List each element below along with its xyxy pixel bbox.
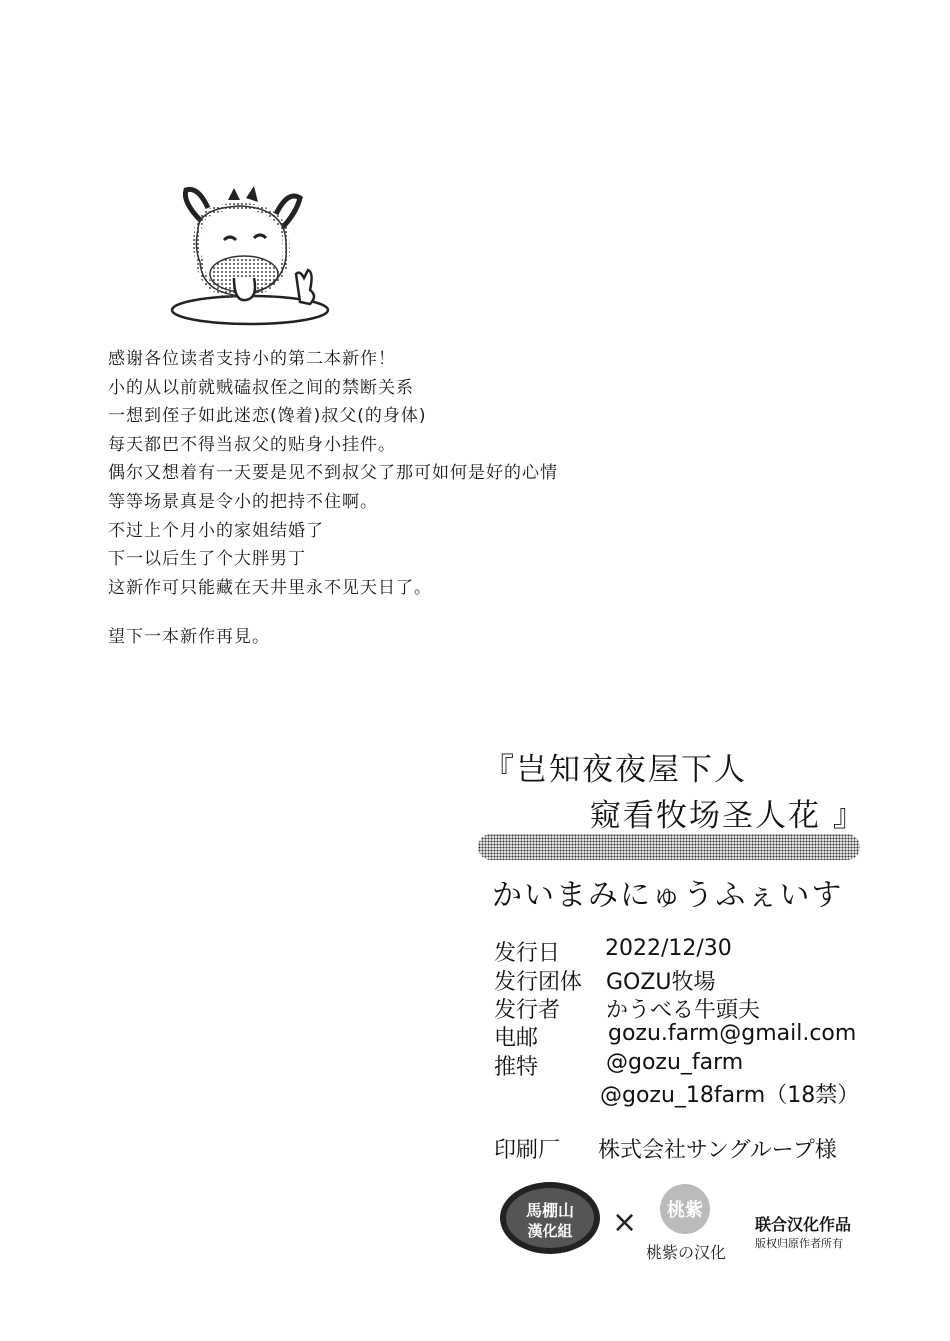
taozi-group-logo xyxy=(658,1182,712,1236)
title-line-1: 『岂知夜夜屋下人 xyxy=(483,752,747,788)
publisher-name: かうべる牛頭夫 xyxy=(606,998,761,1023)
printer-label: 印刷厂 xyxy=(494,1138,561,1163)
issue-date-label: 发行日 xyxy=(494,941,561,966)
svg-text:桃紫: 桃紫 xyxy=(667,1200,703,1221)
title-kana: かいまみにゅうふぇいす xyxy=(492,878,844,913)
copyright-notice: 版权归原作者所有 xyxy=(755,1237,843,1250)
publisher-label: 发行者 xyxy=(494,998,561,1023)
note-line: 等等场景真是令小的把持不住啊。 xyxy=(108,491,378,512)
afterword-note xyxy=(108,345,728,602)
printer-name: 株式会社サングループ様 xyxy=(598,1138,837,1163)
halftone-divider xyxy=(478,834,860,860)
twitter-label: 推特 xyxy=(494,1055,539,1080)
group-name: GOZU牧場 xyxy=(606,970,716,995)
note-line: 这新作可只能藏在天井里永不见天日了。 xyxy=(108,577,432,598)
email-address: gozu.farm@gmail.com xyxy=(608,1021,857,1046)
note-line: 不过上个月小的家姐结婚了 xyxy=(108,520,324,541)
joint-work-label: 联合汉化作品 xyxy=(755,1215,852,1234)
cow-mascot-illustration xyxy=(168,178,338,328)
note-line: 每天都巴不得当叔父的贴身小挂件。 xyxy=(108,434,396,455)
collaboration-x: × xyxy=(612,1205,638,1240)
twitter-handle-2: @gozu_18farm（18禁） xyxy=(600,1083,860,1108)
twitter-handle-1: @gozu_farm xyxy=(606,1050,744,1075)
taozi-caption: 桃紫の汉化 xyxy=(646,1243,727,1262)
note-line: 感谢各位读者支持小的第二本新作！ xyxy=(108,349,396,369)
email-label: 电邮 xyxy=(494,1026,539,1051)
farewell-line: 望下一本新作再見。 xyxy=(108,627,270,647)
svg-text:馬棚山: 馬棚山 xyxy=(525,1201,575,1220)
issue-date: 2022/12/30 xyxy=(605,936,732,961)
group-label: 发行团体 xyxy=(494,970,583,995)
svg-text:漢化組: 漢化組 xyxy=(527,1222,573,1240)
mapengshan-group-logo xyxy=(498,1180,602,1256)
note-line: 偶尔又想着有一天要是见不到叔父了那可如何是好的心情 xyxy=(108,463,558,484)
note-line: 下一以后生了个大胖男丁 xyxy=(108,549,306,570)
note-line: 一想到侄子如此迷恋(馋着)叔父(的身体) xyxy=(108,406,427,427)
note-line: 小的从以前就贼磕叔侄之间的禁断关系 xyxy=(108,377,414,398)
title-line-2: 窥看牧场圣人花 』 xyxy=(590,798,866,834)
